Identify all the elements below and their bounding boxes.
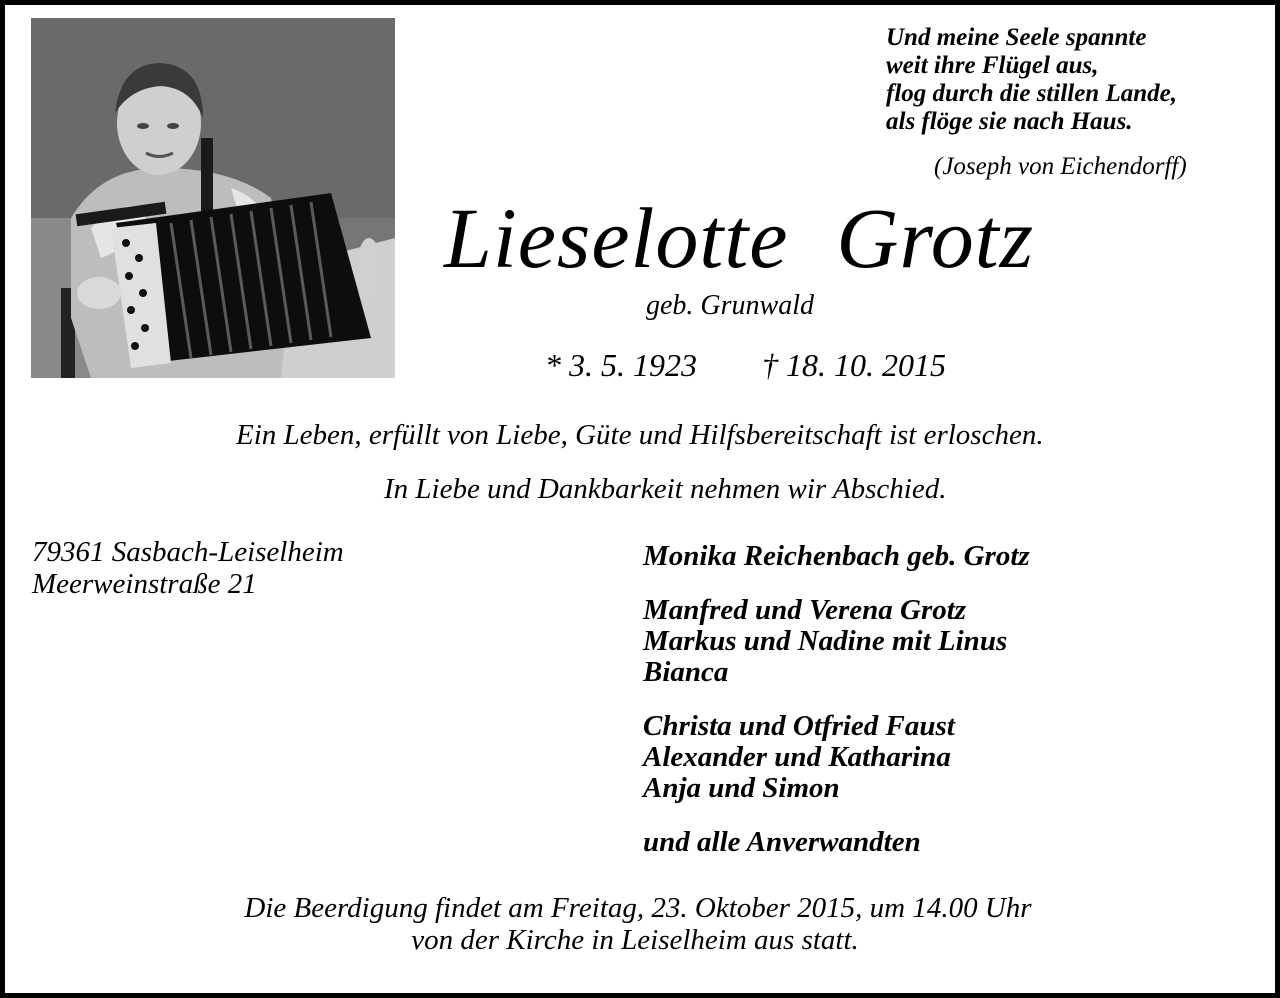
- message-line-1: Ein Leben, erfüllt von Liebe, Güte und Hilfsbereitschaft ist erloschen.: [236, 419, 1044, 451]
- family-member: Christa und Otfried Faust: [643, 710, 955, 742]
- portrait-image: [31, 18, 395, 378]
- family-member: Markus und Nadine mit Linus: [643, 625, 1008, 657]
- family-group: [643, 595, 1030, 688]
- family-member: Bianca: [643, 656, 729, 688]
- maiden-name: geb. Grunwald: [646, 290, 814, 321]
- poem-line: weit ihre Flügel aus,: [886, 52, 1099, 79]
- family-group: [643, 541, 1030, 572]
- funeral-info: [0, 892, 1280, 956]
- message-line-2: In Liebe und Dankbarkeit nehmen wir Abschied.: [384, 473, 947, 505]
- last-name: Grotz: [836, 190, 1035, 286]
- birth-date: * 3. 5. 1923: [545, 347, 697, 383]
- address-block: [32, 536, 344, 600]
- address-street: Meerweinstraße 21: [32, 568, 257, 600]
- funeral-line-1: Die Beerdigung findet am Freitag, 23. Oktober 2015, um 14.00 Uhr: [244, 892, 1032, 924]
- family-member: und alle Anverwandten: [643, 826, 921, 858]
- address-city: 79361 Sasbach-Leiselheim: [32, 536, 344, 568]
- family-group: [643, 827, 1030, 858]
- family-member: Monika Reichenbach geb. Grotz: [643, 540, 1030, 572]
- poem-line: als flöge sie nach Haus.: [886, 108, 1133, 135]
- death-date: † 18. 10. 2015: [762, 347, 946, 383]
- first-name: Lieselotte: [444, 190, 789, 286]
- funeral-line-2: von der Kirche in Leiselheim aus statt.: [411, 924, 859, 956]
- poem-author: (Joseph von Eichendorff): [934, 153, 1187, 180]
- poem-line: flog durch die stillen Lande,: [886, 80, 1177, 107]
- family-member: Manfred und Verena Grotz: [643, 594, 967, 626]
- portrait-photo: [31, 18, 395, 378]
- family-group: [643, 711, 1030, 804]
- family-block: [643, 541, 1030, 881]
- family-member: Anja und Simon: [643, 772, 840, 804]
- poem-line: Und meine Seele spannte: [886, 24, 1147, 51]
- family-member: Alexander und Katharina: [643, 741, 951, 773]
- deceased-name: [444, 188, 1034, 288]
- poem-block: [886, 24, 1256, 136]
